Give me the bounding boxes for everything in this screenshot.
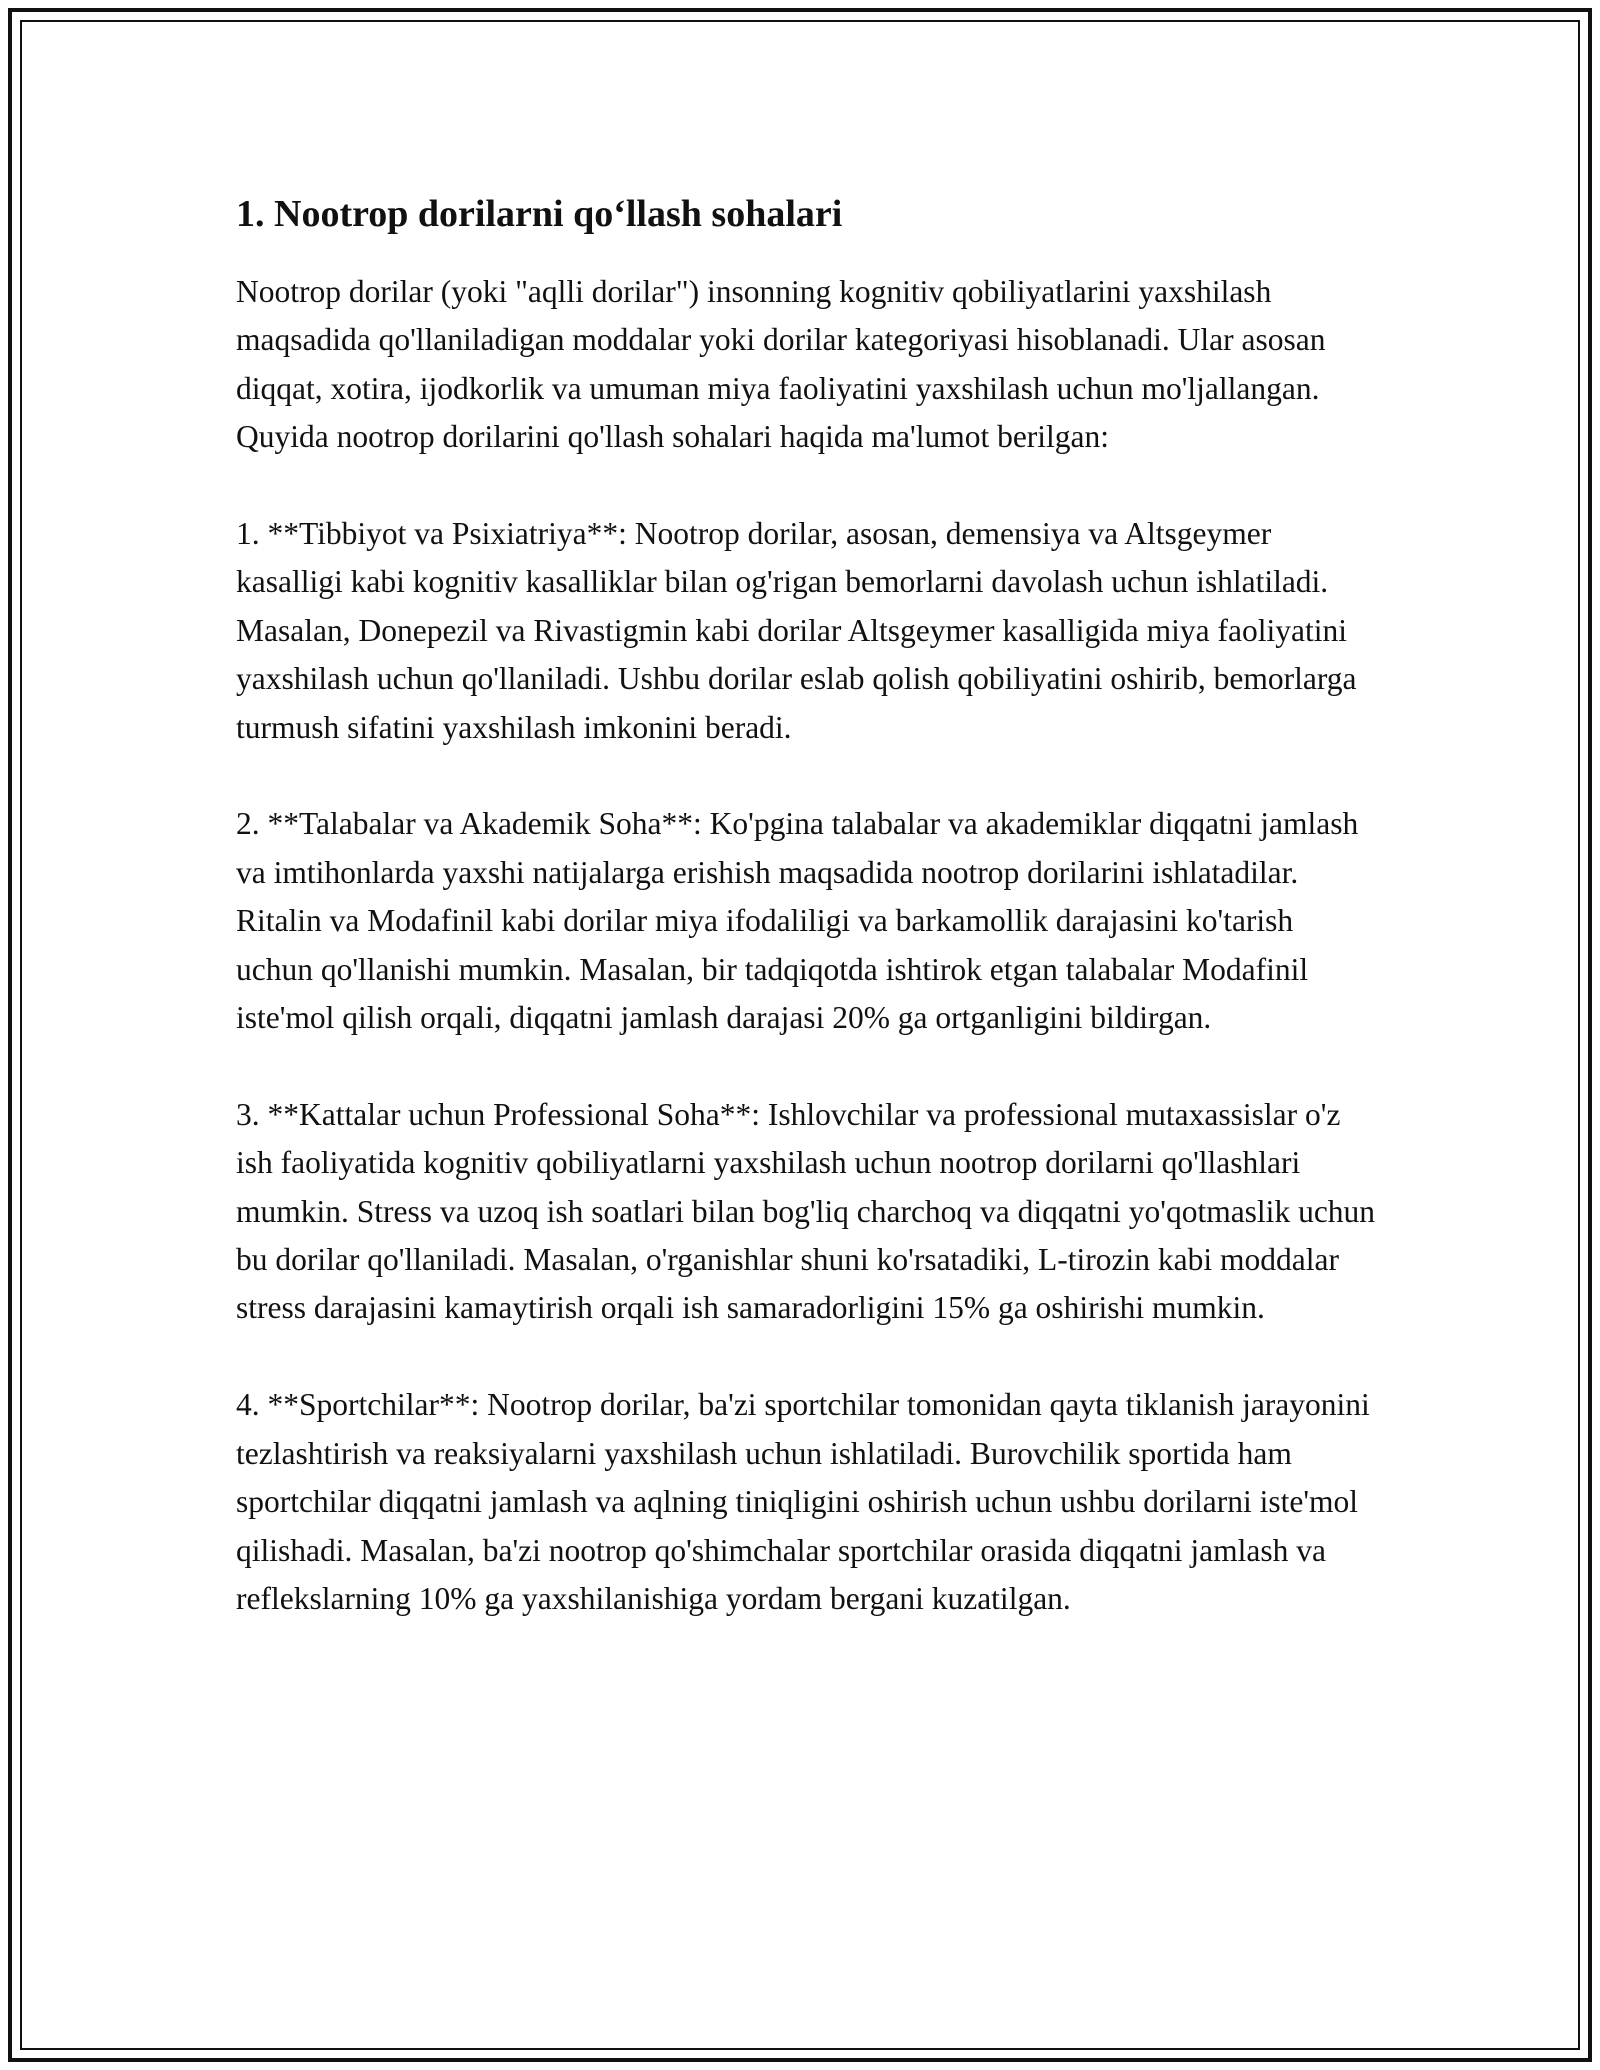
document-title: 1. Nootrop dorilarni qo‘llash sohalari (236, 193, 843, 235)
section-2-paragraph: 2. **Talabalar va Akademik Soha**: Ko'pgina talabalar va akademiklar diqqatni jamlash va imtihonlarda yaxshi natijalarga erishish maqsadida nootrop dorilarini ishlatadilar. Ritalin va Modafinil kabi dorilar miya ifodaliligi va barkamollik darajasini ko'tarish uchun qo'llanishi mumkin. Masalan, bir tadqiqotda ishtirok etgan talabalar Modafinil iste'mol qilish orqali, diqqatni jamlash darajasi 20% ga ortganligini bildirgan. (236, 806, 1359, 1036)
intro-paragraph: Nootrop dorilar (yoki "aqlli dorilar") insonning kognitiv qobiliyatlarini yaxshilash maqsadida qo'llaniladigan moddalar yoki dorilar kategoriyasi hisoblanadi. Ular asosan diqqat, xotira, ijodkorlik va umuman miya faoliyatini yaxshilash uchun mo'ljallangan. Quyida nootrop dorilarini qo'llash sohalari haqida ma'lumot berilgan: (236, 274, 1326, 455)
section-1-paragraph: 1. **Tibbiyot va Psixiatriya**: Nootrop dorilar, asosan, demensiya va Altsgeymer kasalligi kabi kognitiv kasalliklar bilan og'rigan bemorlarni davolash uchun ishlatiladi. Masalan, Donepezil va Rivastigmin kabi dorilar Altsgeymer kasalligida miya faoliyatini yaxshilash uchun qo'llaniladi. Ushbu dorilar eslab qolish qobiliyatini oshirib, bemorlarga turmush sifatini yaxshilash imkonini beradi. (236, 516, 1357, 745)
document-body (236, 186, 1376, 1672)
section-4-paragraph: 4. **Sportchilar**: Nootrop dorilar, ba'zi sportchilar tomonidan qayta tiklanish jarayonini tezlashtirish va reaksiyalarni yaxshilash uchun ishlatiladi. Burovchilik sportida ham sportchilar diqqatni jamlash va aqlning tiniqligini oshirish uchun ushbu dorilarni iste'mol qilishadi. Masalan, ba'zi nootrop qo'shimchalar sportchilar orasida diqqatni jamlash va reflekslarning 10% ga yaxshilanishiga yordam bergani kuzatilgan. (236, 1387, 1370, 1616)
section-3-paragraph: 3. **Kattalar uchun Professional Soha**: Ishlovchilar va professional mutaxassislar o'z ish faoliyatida kognitiv qobiliyatlarni yaxshilash uchun nootrop dorilarni qo'llashlari mumkin. Stress va uzoq ish soatlari bilan bog'liq charchoq va diqqatni yo'qotmaslik uchun bu dorilar qo'llaniladi. Masalan, o'rganishlar shuni ko'rsatadiki, L-tirozin kabi moddalar stress darajasini kamaytirish orqali ish samaradorligini 15% ga oshirishi mumkin. (236, 1096, 1376, 1326)
